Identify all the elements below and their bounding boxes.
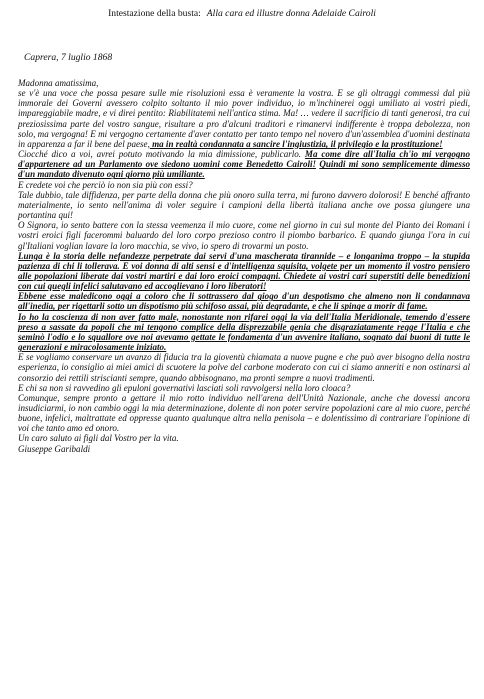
envelope-addressee: Alla cara ed illustre donna Adelaide Cairoli	[206, 8, 376, 19]
paragraph-7: Ebbene esse maledicono oggi a coloro che li sottrassero dal giogo d'un despotismo che almeno non li condannava all'inedia, per rigettarli sotto un dispotismo più schifoso assai, più degradante, e che li spinge a morir di fame.	[18, 291, 470, 312]
paragraph-5: O Signora, io sento battere con la stessa veemenza il mio cuore, come nel giorno in cui sul monte del Pianto dei Romani i vostri eroici figli facerommi baluardo del loro corpo prezioso contro il piombo barbarico. E quando giunga l'ora in cui gl'Italiani voglian lavare la loro macchia, se vivo, io spero di trovarmi un posto.	[18, 220, 470, 251]
paragraph-1-text: se v'è una voce che possa pesare sulle mie risoluzioni essa è veramente la vostra. E se gli oltraggi commessi dal più immorale dei Governi avessero colpito soltanto il mio pover individuo, io m'inchinerei oggi umiliato ai vostri piedi, impareggiabile madre, e vi direi pentito: Riabilitatemi nell'antica stima. Ma! … vedere il sacrificio di tanti generosi, tra cui preziosissima parte del vostro sangue, risultare a pro d'alcuni traditori e rimanervi indifferente è troppa debolezza, non solo, ma vergogna! E mi vergogno certamente d'aver contatto per tanto tempo nel novero d'un'assemblea d'uomini destinata in apparenza a far il bene del paese,	[18, 88, 470, 149]
paragraph-2	[18, 149, 470, 179]
envelope-header	[0, 8, 484, 20]
envelope-header-label: Intestazione della busta:	[108, 8, 201, 19]
signature: Giuseppe Garibaldi	[18, 443, 91, 454]
paragraph-8: Io ho la coscienza di non aver fatto male, nonostante non rifarei oggi la via dell'Italia Meridionale, temendo d'essere preso a sassate da popoli che mi tengono complice della disprezzabile genia che disgraziatamente regge l'Italia e che seminò l'odio e lo squallore ove noi avevamo gettate le fondamenta d'un avvenire italiano, sognato dai buoni di tutte le generazioni e miracolosamente iniziato.	[18, 311, 470, 353]
paragraph-10: E chi sa non si ravvedino gli epuloni governativi lasciati soli ravvolgersi nella loro cloaca?	[18, 382, 351, 393]
paragraph-6-emphasis-b: E voi donna di alti sensi e d'intelligenza squisita, volgete per un momento il vostro pensiero alle popolazioni liberate dai vostri martiri e dai loro eroici compagni. Chiedete ai vostri cari superstiti delle benedizioni con cui quegli infelici salutavano ed accoglievano i loro liberatori!	[18, 260, 470, 292]
paragraph-4: Tale dubbio, tale diffidenza, per parte della donna che più onoro sulla terra, mi furono davvero dolorosi! E benché affranto materialmente, io sento nell'anima di voler seguire i campioni della libertà italiana anche ove possa giungere una portantina qui!	[18, 189, 470, 221]
paragraph-9: E se vogliamo conservare un avanzo di fiducia tra la gioventù chiamata a nuove pugne e che può aver bisogno della nostra esperienza, io consiglio ai miei amici di scuotere la polve del carbone moderato con cui ci siamo anneriti e non ostinarsi al consorzio dei rettili striscianti sempre, quando abbisognano, ma pronti sempre a nuovi tradimenti.	[18, 352, 470, 383]
paragraph-2-emphasis-a: Ma come dire all'Italia ch'io mi vergogno d'appartenere ad un Parlamento ove siedono uomini come Benedetto Cairoli!	[18, 149, 470, 170]
paragraph-2-emphasis-b: Quindi mi sono semplicemente dimesso d'un mandato divenuto ogni giorno più umiliante.	[18, 159, 470, 180]
paragraph-3: E credete voi che perciò io non sia più con essi?	[18, 179, 193, 190]
paragraph-1-emphasis: ma in realtà condannata a sancire l'ingiustizia, il privilegio e la prostituzione!	[149, 138, 443, 149]
paragraph-11: Comunque, sempre pronto a gettare il mio rotto individuo nell'arena dell'Unità Nazionale, anche che dovessi ancora insudiciarmi, io non cambio oggi la mia determinazione, dolente di non poter servire popolazioni care al mio cuore, perché buone, infelici, maltrattate ed oppresse quanto qualunque altra nella penisola – e dolentissimo di contrariare l'opinione di voi che tanto amo ed onoro.	[18, 392, 470, 434]
paragraph-6	[18, 251, 470, 292]
dateline: Caprera, 7 luglio 1868	[24, 52, 113, 63]
paragraph-2-text: Ciocché dico a voi, avrei potuto motivando la mia dimissione, publicarlo.	[18, 149, 305, 160]
paragraph-6-emphasis-a: Lunga è la storia delle nefandezze perpetrate dai servi d'una mascherata tirannide – e longanima troppo – la stupida pazienza di chi li tollerava.	[18, 250, 470, 271]
salutation: Madonna amatissima,	[18, 78, 99, 88]
letter-body	[18, 78, 470, 454]
closing-line: Un caro saluto ai figli dal Vostro per la vita.	[18, 433, 179, 444]
paragraph-1	[18, 88, 470, 149]
